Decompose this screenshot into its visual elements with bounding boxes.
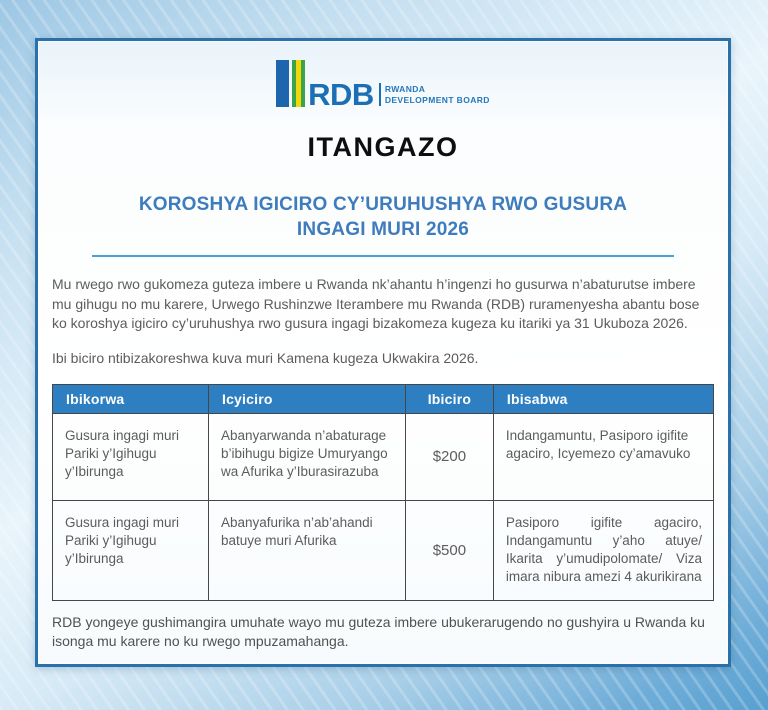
table-header-row [53, 385, 714, 414]
rwanda-flag-stripes-icon [276, 60, 305, 107]
table-row [53, 501, 714, 601]
logo-org-line1: RWANDA [384, 84, 426, 94]
cell-requirements: Pasiporo igifite agaciro, Indangamuntu y’aho atuye/ Ikarita y’umudipolomate/ Viza imara nibura amezi 4 akurikirana [493, 501, 713, 601]
cell-requirements: Indangamuntu, Pasiporo igifite agaciro, Icyemezo cy’amavuko [493, 414, 713, 501]
subtitle-underline [92, 255, 674, 257]
header-activity: Ibikorwa [53, 385, 209, 414]
flag-blue-bar [276, 60, 289, 107]
page-title: ITANGAZO [307, 132, 459, 162]
cell-price: $200 [405, 414, 493, 501]
table-row [53, 414, 714, 501]
header-requirements: Ibisabwa [493, 385, 713, 414]
cell-activity: Gusura ingagi muri Pariki y’Igihugu y’Ibirunga [53, 501, 209, 601]
logo-org-name [385, 84, 490, 107]
logo-divider-line [379, 83, 381, 106]
header-price: Ibiciro [405, 385, 493, 414]
exclusion-paragraph: Ibi biciro ntibizakoreshwa kuva muri Kamena kugeza Ukwakira 2026. [52, 349, 479, 366]
cell-activity: Gusura ingagi muri Pariki y’Igihugu y’Ibirunga [53, 414, 209, 501]
cell-price: $500 [405, 501, 493, 601]
cell-category: Abanyarwanda n’abaturage b’ibihugu bigize Umuryango wa Afurika y’Iburasirazuba [208, 414, 405, 501]
pricing-table [52, 384, 714, 601]
page-subtitle: KOROSHYA IGICIRO CY’URUHUSHYA RWO GUSURA INGAGI MURI 2026 [138, 194, 628, 240]
cell-category: Abanyafurika n’ab’ahandi batuye muri Afurika [208, 501, 405, 601]
intro-paragraph: Mu rwego rwo gukomeza guteza imbere u Rwanda nk’ahantu h’ingenzi ho gusurwa n’abaturutse imbere mu gihugu no mu karere, Urwego Rushinzwe Iterambere mu Rwanda (RDB) ruramenyesha abantu bose ko koroshya igiciro cy’uruhushya rwo gusura ingagi bizakomeza kugeza ku itariki ya 31 Ukuboza 2026. [52, 276, 700, 331]
closing-paragraph: RDB yongeye gushimangira umuhate wayo mu guteza imbere ubukerarugendo no gushyira u Rwanda ku isonga mu karere no ku rwego mpuzamahanga. [52, 614, 705, 649]
rdb-logo [38, 60, 728, 112]
logo-org-line2: DEVELOPMENT BOARD [384, 95, 490, 105]
flag-green-bar-2 [301, 60, 305, 107]
header-category: Icyiciro [208, 385, 405, 414]
announcement-card [35, 38, 731, 667]
rdb-acronym: RDB [308, 76, 374, 112]
